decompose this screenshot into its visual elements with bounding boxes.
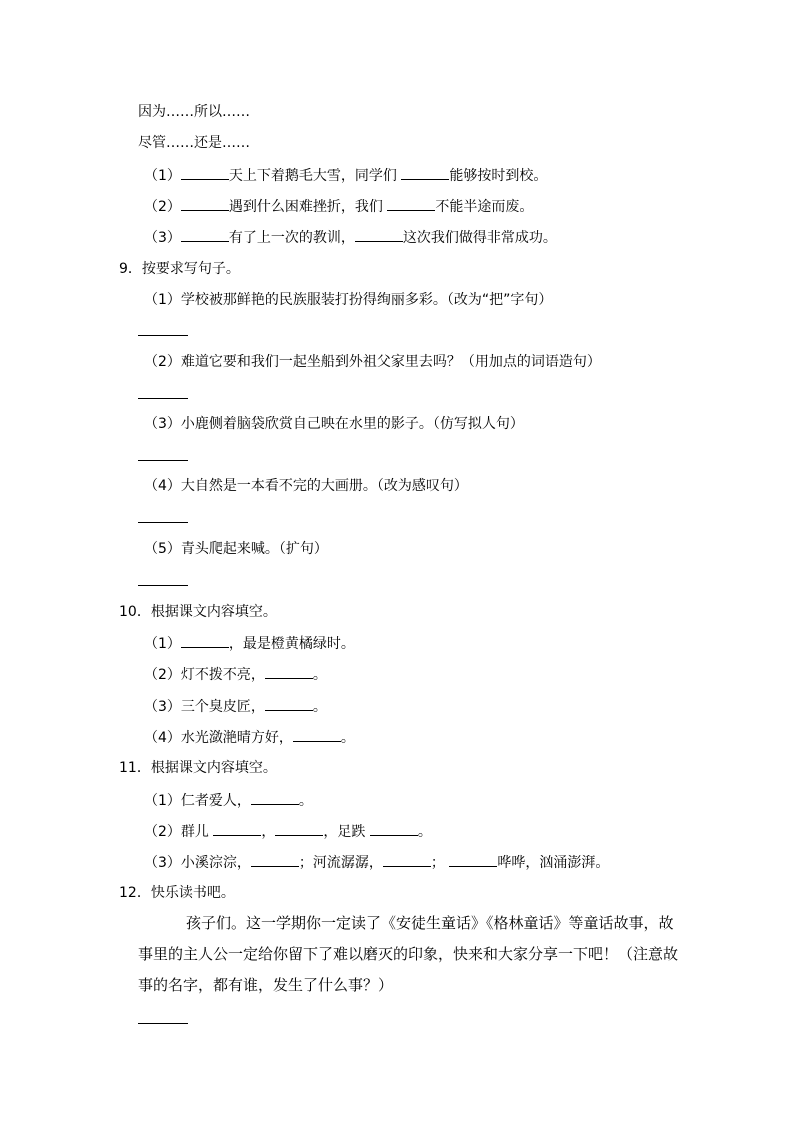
answer-blank[interactable] (251, 852, 299, 867)
answer-blank[interactable] (355, 227, 403, 242)
item-number: （1） (144, 168, 181, 184)
answer-blank[interactable] (181, 196, 229, 211)
q9-title: 9．按要求写句子。 (119, 261, 240, 277)
q10-item-1 (144, 633, 355, 654)
q11-item-2 (144, 821, 432, 842)
item-text: ； (430, 855, 450, 871)
item-text: 。 (417, 824, 432, 840)
item-text: （2）群儿 (144, 824, 214, 840)
answer-blank[interactable] (251, 790, 299, 805)
item-text: 。 (312, 667, 327, 683)
answer-blank[interactable] (213, 821, 261, 836)
answer-blank[interactable] (383, 852, 431, 867)
item-text: 有了上一次的教训， (228, 230, 355, 246)
item-text: 能够按时到校。 (449, 168, 548, 184)
q9-item-4: （4）大自然是一本看不完的大画册。（改为感叹句） (144, 478, 468, 494)
item-number: （1） (144, 636, 181, 652)
q12-title: 12．快乐读书吧。 (119, 885, 235, 901)
answer-line[interactable] (138, 335, 188, 336)
item-text: ，足跌 (323, 824, 370, 840)
q10-title: 10．根据课文内容填空。 (119, 604, 277, 620)
q10-item-4 (144, 727, 355, 748)
item-text: 。 (340, 730, 355, 746)
item-text: ；河流潺潺， (298, 855, 383, 871)
item-text: 这次我们做得非常成功。 (402, 230, 557, 246)
q10-item-3 (144, 696, 327, 717)
q9-item-5: （5）青头爬起来喊。（扩句） (144, 541, 328, 557)
answer-blank[interactable] (181, 227, 229, 242)
q9-item-2: （2）难道它要和我们一起坐船到外祖父家里去吗？（用加点的词语造句） (144, 354, 601, 370)
answer-blank[interactable] (293, 727, 341, 742)
item-text: （4）水光潋滟晴方好， (144, 730, 293, 746)
item-text: 。 (298, 793, 313, 809)
answer-blank[interactable] (449, 852, 497, 867)
item-text: （3）三个臭皮匠， (144, 699, 265, 715)
item-text: 天上下着鹅毛大雪，同学们 (228, 168, 397, 184)
answer-line[interactable] (138, 460, 188, 461)
item-text: （1）仁者爱人， (144, 793, 251, 809)
answer-line[interactable] (138, 585, 188, 586)
q9-item-3: （3）小鹿侧着脑袋欣赏自己映在水里的影子。（仿写拟人句） (144, 416, 524, 432)
item-number: （2） (144, 199, 181, 215)
answer-blank[interactable] (265, 696, 313, 711)
conjunction-pair-1: 因为……所以…… (138, 104, 250, 120)
item-text: 遇到什么困难挫折，我们 (228, 199, 383, 215)
answer-blank[interactable] (387, 196, 435, 211)
q11-item-1 (144, 790, 313, 811)
answer-line[interactable] (138, 398, 188, 399)
item-text: （2）灯不拨不亮， (144, 667, 265, 683)
answer-blank[interactable] (370, 821, 418, 836)
item-text: （3）小溪淙淙， (144, 855, 251, 871)
q8-item-1 (144, 165, 547, 186)
item-text: ，最是橙黄橘绿时。 (228, 636, 355, 652)
item-text: 不能半途而废。 (435, 199, 534, 215)
conjunction-pair-2: 尽管……还是…… (138, 135, 250, 151)
answer-line[interactable] (138, 522, 188, 523)
q9-item-1: （1）学校被那鲜艳的民族服装打扮得绚丽多彩。（改为“把”字句） (144, 292, 553, 308)
q8-item-3 (144, 227, 557, 248)
answer-line[interactable] (138, 1023, 188, 1024)
answer-blank[interactable] (275, 821, 323, 836)
q12-paragraph: 孩子们。这一学期你一定读了《安徒生童话》《格林童话》等童话故事，故事里的主人公一定给你留下了难以磨灭的印象，快来和大家分享一下吧！（注意故事的名字，都有谁，发生了什么事？） (138, 914, 679, 994)
q10-item-2 (144, 664, 327, 685)
answer-blank[interactable] (181, 165, 229, 180)
q8-item-2 (144, 196, 533, 217)
q11-item-3 (144, 852, 609, 873)
q11-title: 11．根据课文内容填空。 (119, 760, 277, 776)
item-text: ， (261, 824, 276, 840)
answer-blank[interactable] (181, 633, 229, 648)
item-number: （3） (144, 230, 181, 246)
item-text: 。 (312, 699, 327, 715)
answer-blank[interactable] (401, 165, 449, 180)
item-text: 哗哗，汹涌澎湃。 (497, 855, 610, 871)
answer-blank[interactable] (265, 664, 313, 679)
